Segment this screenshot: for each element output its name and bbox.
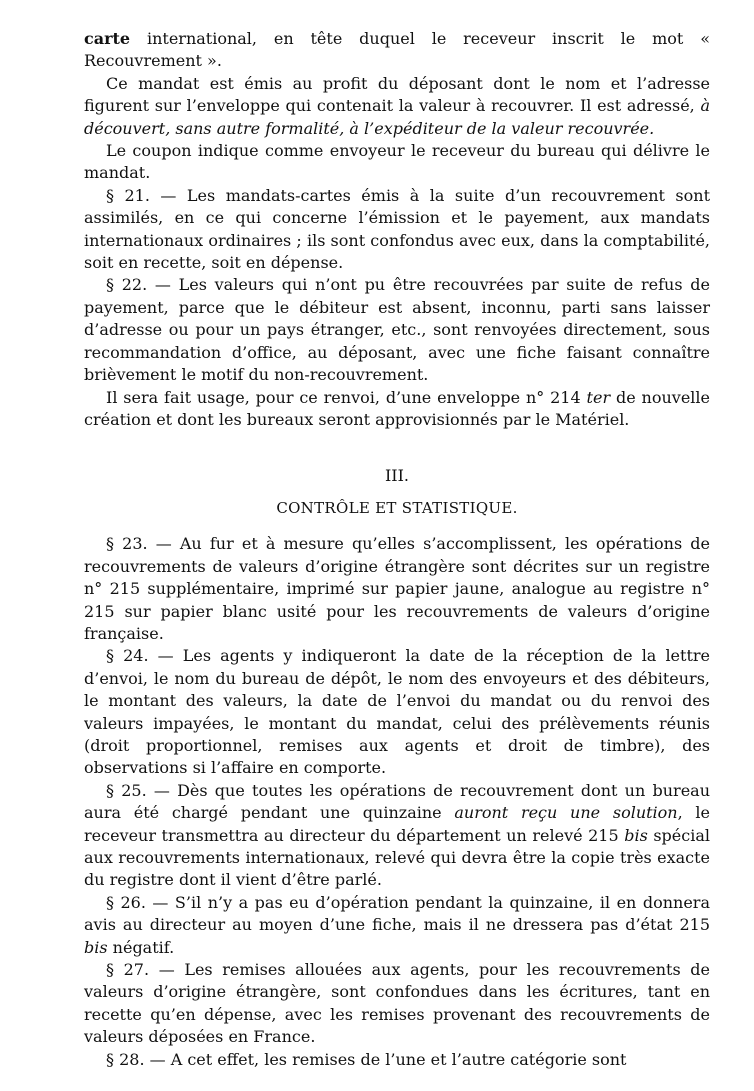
paragraph-renvoi: Il sera fait usage, pour ce renvoi, d’une enveloppe n° 214 ter de nouvelle création et dont les bureaux seront approvisionnés par le Matériel. xyxy=(84,387,710,429)
lead-word: carte xyxy=(84,29,131,48)
paragraph-continuation: carte international, en tête duquel le receveur inscrit le mot « Recouvrement ». xyxy=(84,29,710,71)
paragraph-s24: § 24. — Les agents y indiqueront la date de la réception de la lettre d’envoi, le nom du bureau de dépôt, le nom des envoyeurs et des débiteurs, le montant des valeurs, la date de l’envoi du mandat ou du renvoi des valeurs impayées, le montant du mandat, celui des prélèvements réunis (droit proportionnel, remises aux agents et droit de timbre), des observations si l’affaire en comporte. xyxy=(84,646,710,778)
paragraph-mandat: Ce mandat est émis au profit du déposant dont le nom et l’adresse figurent sur l’enveloppe qui contenait la valeur à recouvrer. Il est adressé, à découvert, sans autre formalité, à l’expéditeur de la valeur recouvrée. xyxy=(84,73,710,138)
paragraph-s21: § 21. — Les mandats-cartes émis à la suite d’un recouvrement sont assimilés, en ce qui concerne l’émission et le payement, aux mandats internationaux ordinaires ; ils sont confondus avec eux, dans la comptabilité, soit en recette, soit en dépense. xyxy=(84,185,710,273)
paragraph-s28: § 28. — A cet effet, les remises de l’une et l’autre catégorie sont xyxy=(106,1049,627,1069)
section-title: CONTRÔLE ET STATISTIQUE. xyxy=(276,499,518,518)
paragraph-s26: § 26. — S’il n’y a pas eu d’opération pendant la quinzaine, il en donnera avis au directeur au moyen d’une fiche, mais il ne dressera pas d’état 215 bis négatif. xyxy=(84,892,710,957)
paragraph-s23: § 23. — Au fur et à mesure qu’elles s’accomplissent, les opérations de recouvrements de valeurs d’origine étrangère sont décrites sur un registre n° 215 supplémentaire, imprimé sur papier jaune, analogue au registre n° 215 sur papier blanc usité pour les recouvrements de valeurs d’origine française. xyxy=(84,534,710,643)
paragraph-s27: § 27. — Les remises allouées aux agents, pour les recouvrements de valeurs d’origine étrangère, sont confondues dans les écritures, tant en recette qu’en dépense, avec les remises provenant des recouvrements de valeurs déposées en France. xyxy=(84,960,710,1047)
section-number: III. xyxy=(384,466,410,486)
paragraph-s25: § 25. — Dès que toutes les opérations de recouvrement dont un bureau aura été chargé pendant une quinzaine auront reçu une solution, le receveur transmettra au directeur du département un relevé 215 bis spécial aux recouvrements internationaux, relevé qui devra être la copie très exacte du registre dont il vient d’être parlé. xyxy=(84,780,711,890)
paragraph-coupon: Le coupon indique comme envoyeur le receveur du bureau qui délivre le mandat. xyxy=(84,141,710,183)
paragraph-s22: § 22. — Les valeurs qui n’ont pu être recouvrées par suite de refus de payement, parce que le débiteur est absent, inconnu, parti sans laisser d’adresse ou pour un pays étranger, etc., sont renvoyées directement, sous recommandation d’office, au déposant, avec une fiche faisant connaître brièvement le motif du non-recouvrement. xyxy=(84,275,710,385)
